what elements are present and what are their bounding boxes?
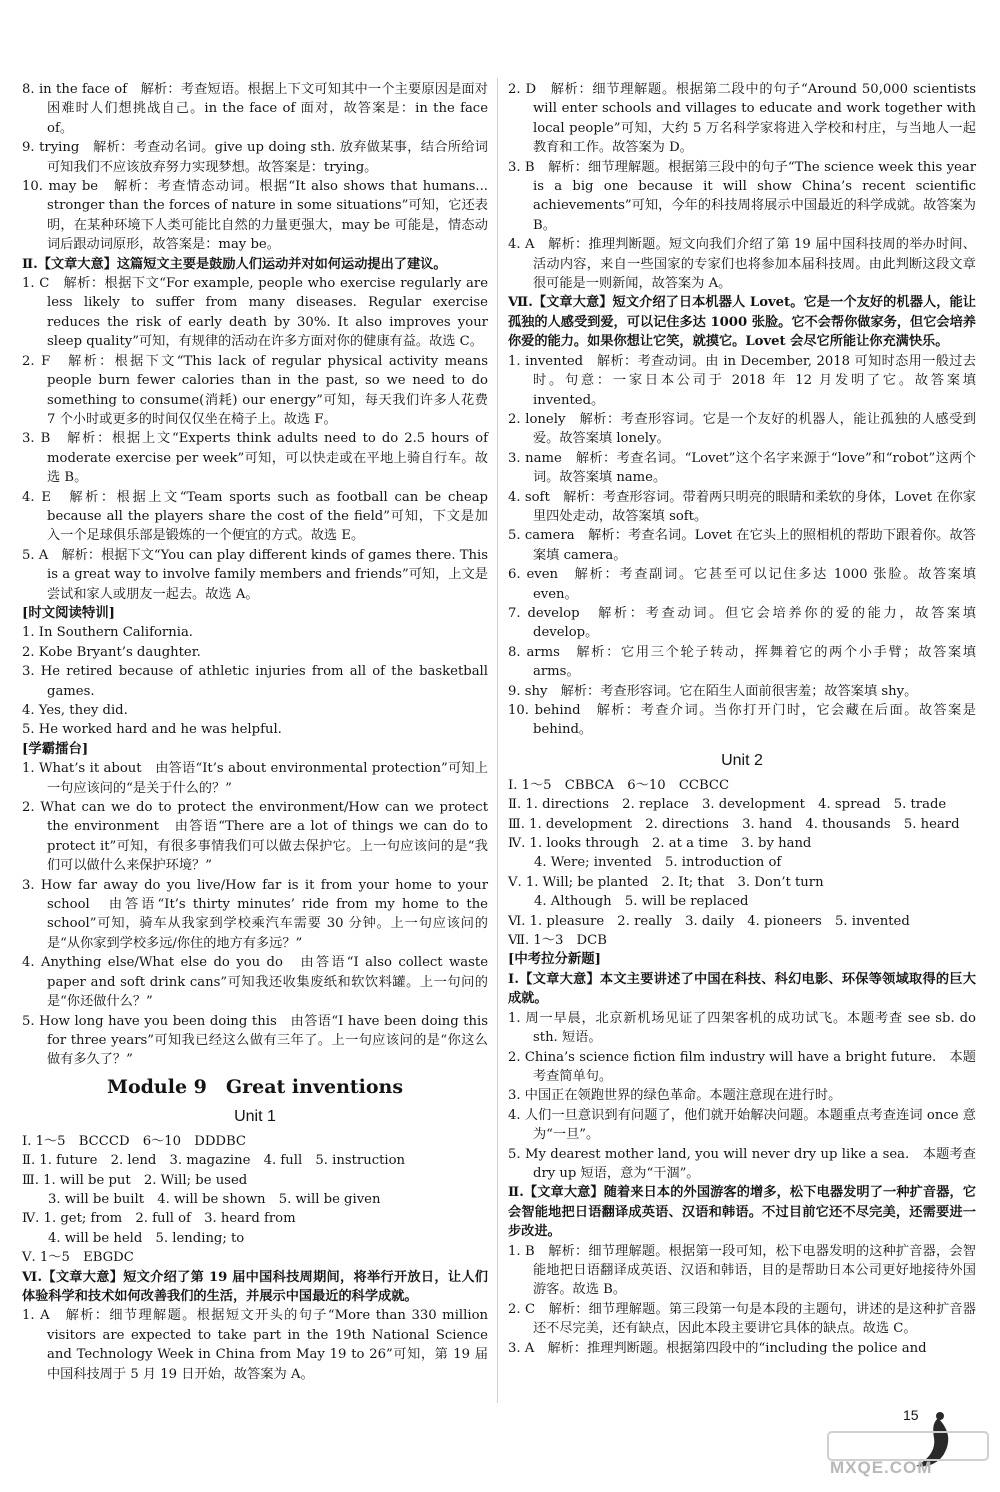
answer-row: Ⅲ. 1. will be put 2. Will; be used (22, 1172, 248, 1188)
answer-item: 5. My dearest mother land, you will never dry up like a sea. 本题考查 dry up 短语，意为“干涸”。 (508, 1146, 976, 1181)
page-number: 15 (903, 1407, 919, 1423)
section-heading: [学霸擂台] (22, 740, 89, 757)
answer-row: Ⅳ. 1. get; from 2. full of 3. heard from (22, 1211, 296, 1227)
answer-item: 9. trying 解析：考查动名词。give up doing sth. 放弃做某事，结合所给词可知我们不应该放弃努力实现梦想。故答案是：trying。 (22, 140, 488, 175)
answer-item: 5. A 解析：根据下文“You can play different kinds of games there. This is a great way to involve family members and friends”可知，上文是尝试和家人或朋友一起去。故选 A。 (22, 547, 488, 602)
answer-item: 1. What’s it about 由答语“It’s about environmental protection”可知上一句应该问的“是关于什么的？” (22, 761, 488, 796)
answer-item: 3. B 解析：细节理解题。根据第三段中的句子“The science week this year is a big one because it will show China’s recent scientific achievements”可知，今年的科技周将展示中国最近的科学成就。故答案为 B。 (508, 159, 976, 233)
answer-item: 10. may be 解析：考查情态动词。根据“It also shows that humans... stronger than the forces of nature in some situations”可知，它还表明，在某种环境下人类可能比自然的力量更强大，may be 可能是，情态动词后跟动词原形，故答案是：may be。 (22, 179, 488, 253)
answer-row: Ⅱ. 1. directions 2. replace 3. development 4. spread 5. trade (508, 797, 947, 813)
answer-item: 1. C 解析：根据下文“For example, people who exercise regularly are less likely to suffer from many diseases. Regular exercise reduces the risk of early death by 30%. It also improves your sleep quality”可知，有规律的活动在许多方面对你的健康有益。故选 C。 (22, 276, 488, 350)
answer-row: Ⅶ. 1～3 DCB (508, 933, 607, 949)
answer-item: 4. A 解析：推理判断题。短文向我们介绍了第 19 届中国科技周的举办时间、活动内容，来自一些国家的专家们也将参加本届科技周。由此判断这段文章很可能是一则新闻，故答案为 A。 (508, 237, 976, 292)
section-heading: [中考拉分新题] (508, 951, 602, 968)
answer-item: 1. In Southern California. (22, 625, 193, 641)
section-summary: Ⅱ.【文章大意】这篇短文主要是鼓励人们运动并对如何运动提出了建议。 (22, 256, 447, 272)
answer-item: 1. A 解析：细节理解题。根据短文开头的句子“More than 330 million visitors are expected to take part in the 19th National Science and Technology Week in China from May 19 to 26”可知，第 19 届中国科技周于 5 月 19 日开始，故答案为 A。 (22, 1308, 488, 1382)
answer-item: 5. How long have you been doing this 由答语“I have been doing this for three years”可知我已经这么做有三年了。上一句应该问的是“你这么做有多久了？” (22, 1013, 488, 1068)
answer-item: 3. He retired because of athletic injuries from all of the basketball games. (22, 664, 488, 699)
section-summary: Ⅰ.【文章大意】本文主要讲述了中国在科技、科幻电影、环保等领域取得的巨大成就。 (508, 971, 976, 1007)
answer-item: 4. 人们一旦意识到有问题了，他们就开始解决问题。本题重点考查连词 once 意为“一旦”。 (508, 1107, 976, 1143)
module-title: Module 9 Great inventions (106, 1075, 404, 1098)
answer-item: 3. How far away do you live/How far is it from your home to your school 由答语“It’s thirty minutes’ ride from my home to the school”可知，骑车从我家到学校乘汽车需要 30 分钟。上一句应该问的是“从你家到学校多远/你住的地方有多远？” (22, 877, 488, 951)
answer-row: Ⅰ. 1～5 BCCCD 6～10 DDDBC (22, 1133, 247, 1149)
answer-row: Ⅰ. 1～5 CBBCA 6～10 CCBCC (508, 777, 730, 793)
unit-title: Unit 1 (234, 1107, 276, 1125)
answer-item: 2. F 解析：根据下文“This lack of regular physical activity means people burn fewer calories than in the past, so we need to do something to consume(消耗) our energy”可知，每天我们许多人花费 7 个小时或更多的时间仅仅坐在椅子上。故选 F。 (22, 353, 488, 427)
answer-item: 2. C 解析：细节理解题。第三段第一句是本段的主题句，讲述的是这种扩音器还不尽完美，还有缺点，因此本段主要讲它具体的缺点。故选 C。 (508, 1301, 976, 1337)
answer-item: 5. He worked hard and he was helpful. (22, 722, 282, 738)
answer-item: 1. invented 解析：考查动词。由 in December, 2018 可知时态用一般过去时。句意：一家日本公司于 2018 年 12 月发明了它。故答案填 invented。 (508, 353, 976, 408)
answer-item: 3. A 解析：推理判断题。根据第四段中的“including the police and (508, 1340, 927, 1356)
left-column (22, 80, 488, 1384)
answer-row: 4. will be held 5. lending; to (48, 1230, 245, 1246)
answer-row: 3. will be built 4. will be shown 5. will be given (48, 1191, 381, 1207)
answer-item: 1. 周一早晨，北京新机场见证了四架客机的成功试飞。本题考查 see sb. do sth. 短语。 (508, 1010, 976, 1046)
answer-item: 4. soft 解析：考查形容词。带着两只明亮的眼睛和柔软的身体，Lovet 在你家里四处走动，故答案填 soft。 (508, 489, 976, 524)
answer-row: Ⅲ. 1. development 2. directions 3. hand 4. thousands 5. heard (508, 816, 960, 832)
answer-row: Ⅴ. 1～5 EBGDC (22, 1250, 134, 1266)
answer-row: Ⅱ. 1. future 2. lend 3. magazine 4. full 5. instruction (22, 1153, 406, 1169)
answer-item: 4. Yes, they did. (22, 703, 128, 718)
right-column (508, 80, 976, 1358)
answer-item: 8. arms 解析：它用三个轮子转动，挥舞着它的两个小手臂；故答案填 arms。 (508, 644, 976, 680)
answer-row: Ⅴ. 1. Will; be planted 2. It; that 3. Don’t turn (508, 874, 824, 890)
answer-item: 1. B 解析：细节理解题。根据第一段可知，松下电器发明的这种扩音器，会智能地把日语翻译成英语、汉语和韩语，目的是帮助日本公司更好地接待外国游客。故选 B。 (508, 1243, 976, 1298)
answer-row: 4. Were; invented 5. introduction of (534, 855, 782, 871)
answer-item: 4. E 解析：根据上文“Team sports such as football can be cheap because all the players share the cost of the field”可知，下文是加入一个足球俱乐部是锻炼的一个便宜的方式。故选 E。 (22, 489, 488, 544)
answer-item: 3. name 解析：考查名词。“Lovet”这个名字来源于“love”和“robot”这两个词。故答案填 name。 (508, 450, 976, 486)
answer-item: 4. Anything else/What else do you do 由答语“I also collect waste paper and soft drink cans”可知我还收集废纸和软饮料罐。上一句问的是“你还做什么？” (22, 955, 488, 1010)
answer-row: Ⅳ. 1. looks through 2. at a time 3. by hand (508, 836, 812, 852)
answer-item: 3. B 解析：根据上文“Experts think adults need to do 2.5 hours of moderate exercise per week”可知，可以快走或在平地上骑自行车。故选 B。 (22, 431, 488, 486)
section-summary: Ⅵ.【文章大意】短文介绍了第 19 届中国科技周期间，将举行开放日，让人们体验科学和技术如何改善我们的生活，并展示中国最近的科学成就。 (22, 1269, 488, 1304)
answer-row: 4. Although 5. will be replaced (534, 894, 749, 910)
answer-item: 8. in the face of 解析：考查短语。根据上下文可知其中一个主要原因是面对困难时人们想挑战自己。in the face of 面对，故答案是：in the face of。 (22, 82, 488, 136)
section-heading: [时文阅读特训] (22, 604, 116, 621)
answer-item: 7. develop 解析：考查动词。但它会培养你的爱的能力，故答案填 develop。 (508, 605, 976, 641)
unit-title: Unit 2 (721, 751, 763, 769)
answer-item: 2. D 解析：细节理解题。根据第二段中的句子“Around 50,000 scientists will enter schools and villages to educate and work together with local people”可知，大约 5 万名科学家将进入学校和村庄，与当地人一起教育和工作。故答案为 D。 (508, 82, 976, 156)
answer-item: 2. What can we do to protect the environment/How can we protect the environment 由答语“There are a lot of things we can do to protect it”可知，有很多事情我们可以做去保护它。上一句应该问的是“我们可以做什么来保护环境？” (22, 800, 488, 874)
answer-item: 10. behind 解析：考查介词。当你打开门时，它会藏在后面。故答案是 behind。 (508, 703, 976, 738)
answer-item: 6. even 解析：考查副词。它甚至可以记住多达 1000 张脸。故答案填 even。 (508, 567, 976, 602)
section-summary: Ⅱ.【文章大意】随着来日本的外国游客的增多，松下电器发明了一种扩音器，它会智能地把日语翻译成英语、汉语和韩语。不过目前它还不尽完美，还需要进一步改进。 (508, 1185, 976, 1240)
answer-item: 2. lonely 解析：考查形容词。它是一个友好的机器人，能让孤独的人感受到爱。故答案填 lonely。 (508, 411, 976, 447)
answer-item: 2. Kobe Bryant’s daughter. (22, 644, 201, 660)
section-summary: Ⅶ.【文章大意】短文介绍了日本机器人 Lovet。它是一个友好的机器人，能让孤独的人感受到爱，可以记住多达 1000 张脸。它不会帮你做家务，但它会培养你爱的能力。如果你想让它笑，就摸它。Lovet 会尽它所能让你充满快乐。 (508, 295, 976, 350)
answer-row: Ⅵ. 1. pleasure 2. really 3. daily 4. pioneers 5. invented (508, 913, 910, 929)
column-divider (497, 78, 498, 1403)
watermark-text: MXQE.COM (830, 1458, 933, 1477)
answer-item: 3. 中国正在领跑世界的绿色革命。本题注意现在进行时。 (508, 1088, 842, 1104)
answer-item: 9. shy 解析：考查形容词。它在陌生人面前很害羞；故答案填 shy。 (508, 683, 918, 699)
answer-item: 5. camera 解析：考查名词。Lovet 在它头上的照相机的帮助下跟着你。故答案填 camera。 (508, 528, 976, 563)
answer-item: 2. China’s science fiction film industry will have a bright future. 本题考查简单句。 (508, 1049, 976, 1084)
